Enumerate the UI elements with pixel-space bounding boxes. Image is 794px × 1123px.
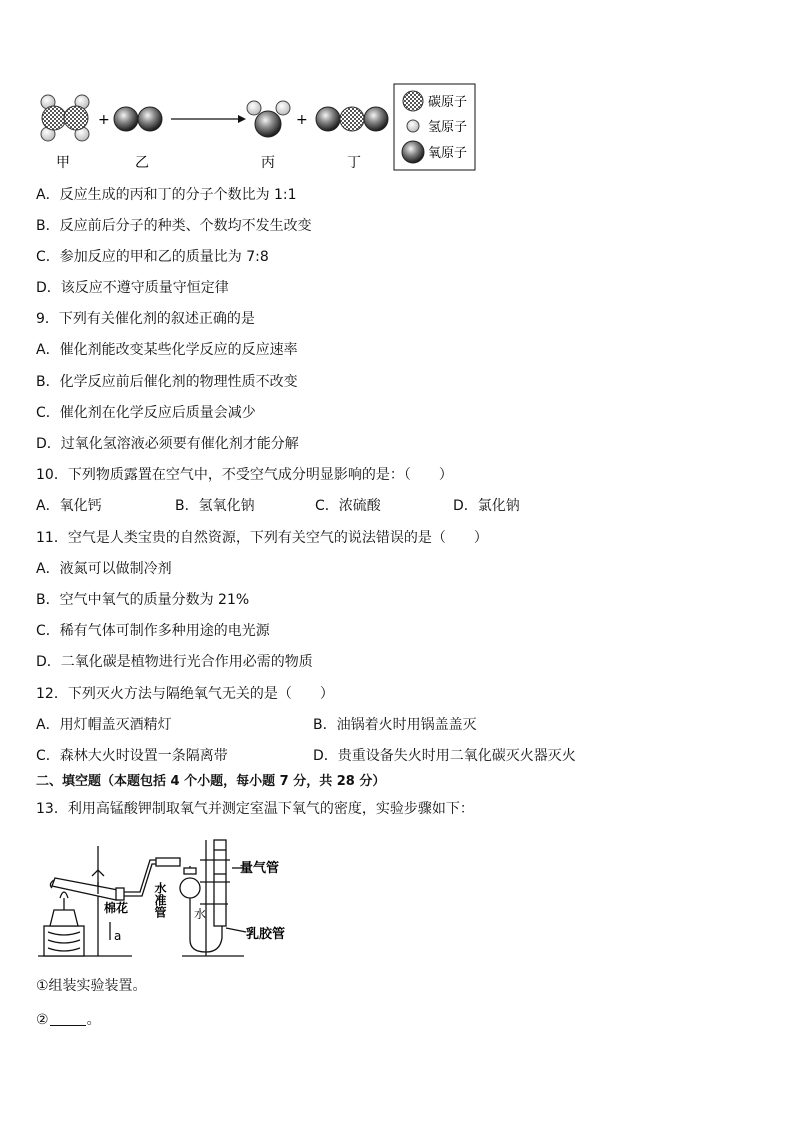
- label-jia: 甲: [56, 155, 70, 171]
- q8-option-c: C．参加反应的甲和乙的质量比为 7:8: [36, 249, 269, 265]
- q13-step1: ①组装实验装置。: [36, 978, 147, 994]
- section-heading: 二、填空题（本题包括 4 个小题，每小题 7 分，共 28 分）: [36, 774, 386, 789]
- svg-text:碳原子: 碳原子: [428, 95, 468, 110]
- plus-sign-2: +: [296, 112, 308, 128]
- reaction-arrow: [171, 115, 246, 123]
- q13-stem: 13．利用高锰酸钾制取氧气并测定室温下氧气的密度，实验步骤如下：: [36, 801, 474, 817]
- q10-option-b: B．氢氧化钠: [175, 498, 255, 514]
- molecule-bing: [247, 101, 290, 137]
- atom-legend: [394, 84, 475, 170]
- svg-text:氧原子: 氧原子: [428, 146, 468, 161]
- oxygen-legend-icon: [402, 141, 424, 163]
- label-gas-tube: 量气管: [240, 861, 280, 876]
- q12-stem: 12．下列灭火方法与隔绝氧气无关的是（ ）: [36, 686, 334, 702]
- q11-stem: 11．空气是人类宝贵的自然资源，下列有关空气的说法错误的是（ ）: [36, 530, 488, 546]
- q13-step2: [36, 1010, 101, 1030]
- q9-option-a: A．催化剂能改变某些化学反应的反应速率: [36, 342, 298, 358]
- apparatus-diagram: [0, 830, 794, 970]
- label-ding: 丁: [347, 155, 361, 171]
- label-cotton: 棉花: [104, 901, 129, 915]
- q11-option-c: C．稀有气体可制作多种用途的电光源: [36, 623, 270, 639]
- molecule-jia: [41, 95, 89, 141]
- molecule-ding: [316, 107, 388, 131]
- q12-option-d: D．贵重设备失火时用二氧化碳灭火器灭火: [313, 748, 576, 764]
- label-water: 水: [194, 907, 207, 921]
- label-yi: 乙: [135, 155, 149, 171]
- answer-blank[interactable]: [50, 1011, 86, 1026]
- q10-stem: 10．下列物质露置在空气中，不受空气成分明显影响的是：（ ）: [36, 467, 453, 483]
- label-a: a: [114, 929, 122, 943]
- q9-stem: 9．下列有关催化剂的叙述正确的是: [36, 311, 255, 327]
- q9-option-b: B．化学反应前后催化剂的物理性质不改变: [36, 374, 298, 390]
- molecule-yi: [114, 107, 162, 131]
- label-level-tube: 水准管: [153, 882, 167, 918]
- carbon-legend-icon: [403, 91, 423, 111]
- plus-sign-1: +: [98, 112, 110, 128]
- q13-step2-prefix: ②: [36, 1012, 49, 1028]
- label-rubber-tube: 乳胶管: [246, 927, 286, 942]
- q8-option-b: B．反应前后分子的种类、个数均不发生改变: [36, 218, 312, 234]
- q10-option-c: C．浓硫酸: [315, 498, 381, 514]
- reaction-diagram: [0, 0, 794, 180]
- q10-option-d: D．氯化钠: [453, 498, 520, 514]
- q11-option-b: B．空气中氧气的质量分数为 21%: [36, 592, 250, 608]
- q8-option-d: D．该反应不遵守质量守恒定律: [36, 280, 229, 296]
- q11-option-a: A．液氮可以做制冷剂: [36, 561, 172, 577]
- q12-option-c: C．森林大火时设置一条隔离带: [36, 748, 228, 764]
- q9-option-d: D．过氧化氢溶液必须要有催化剂才能分解: [36, 436, 299, 452]
- q9-option-c: C．催化剂在化学反应后质量会减少: [36, 405, 256, 421]
- q12-option-b: B．油锅着火时用锅盖盖灭: [313, 717, 477, 733]
- label-bing: 丙: [261, 155, 275, 171]
- hydrogen-legend-icon: [407, 120, 419, 132]
- q13-step2-suffix: 。: [86, 1012, 101, 1028]
- q11-option-d: D．二氧化碳是植物进行光合作用必需的物质: [36, 654, 313, 670]
- q8-option-a: A．反应生成的丙和丁的分子个数比为 1:1: [36, 187, 297, 203]
- svg-text:氢原子: 氢原子: [428, 120, 468, 135]
- q10-option-a: A．氧化钙: [36, 498, 102, 514]
- q12-option-a: A．用灯帽盖灭酒精灯: [36, 717, 172, 733]
